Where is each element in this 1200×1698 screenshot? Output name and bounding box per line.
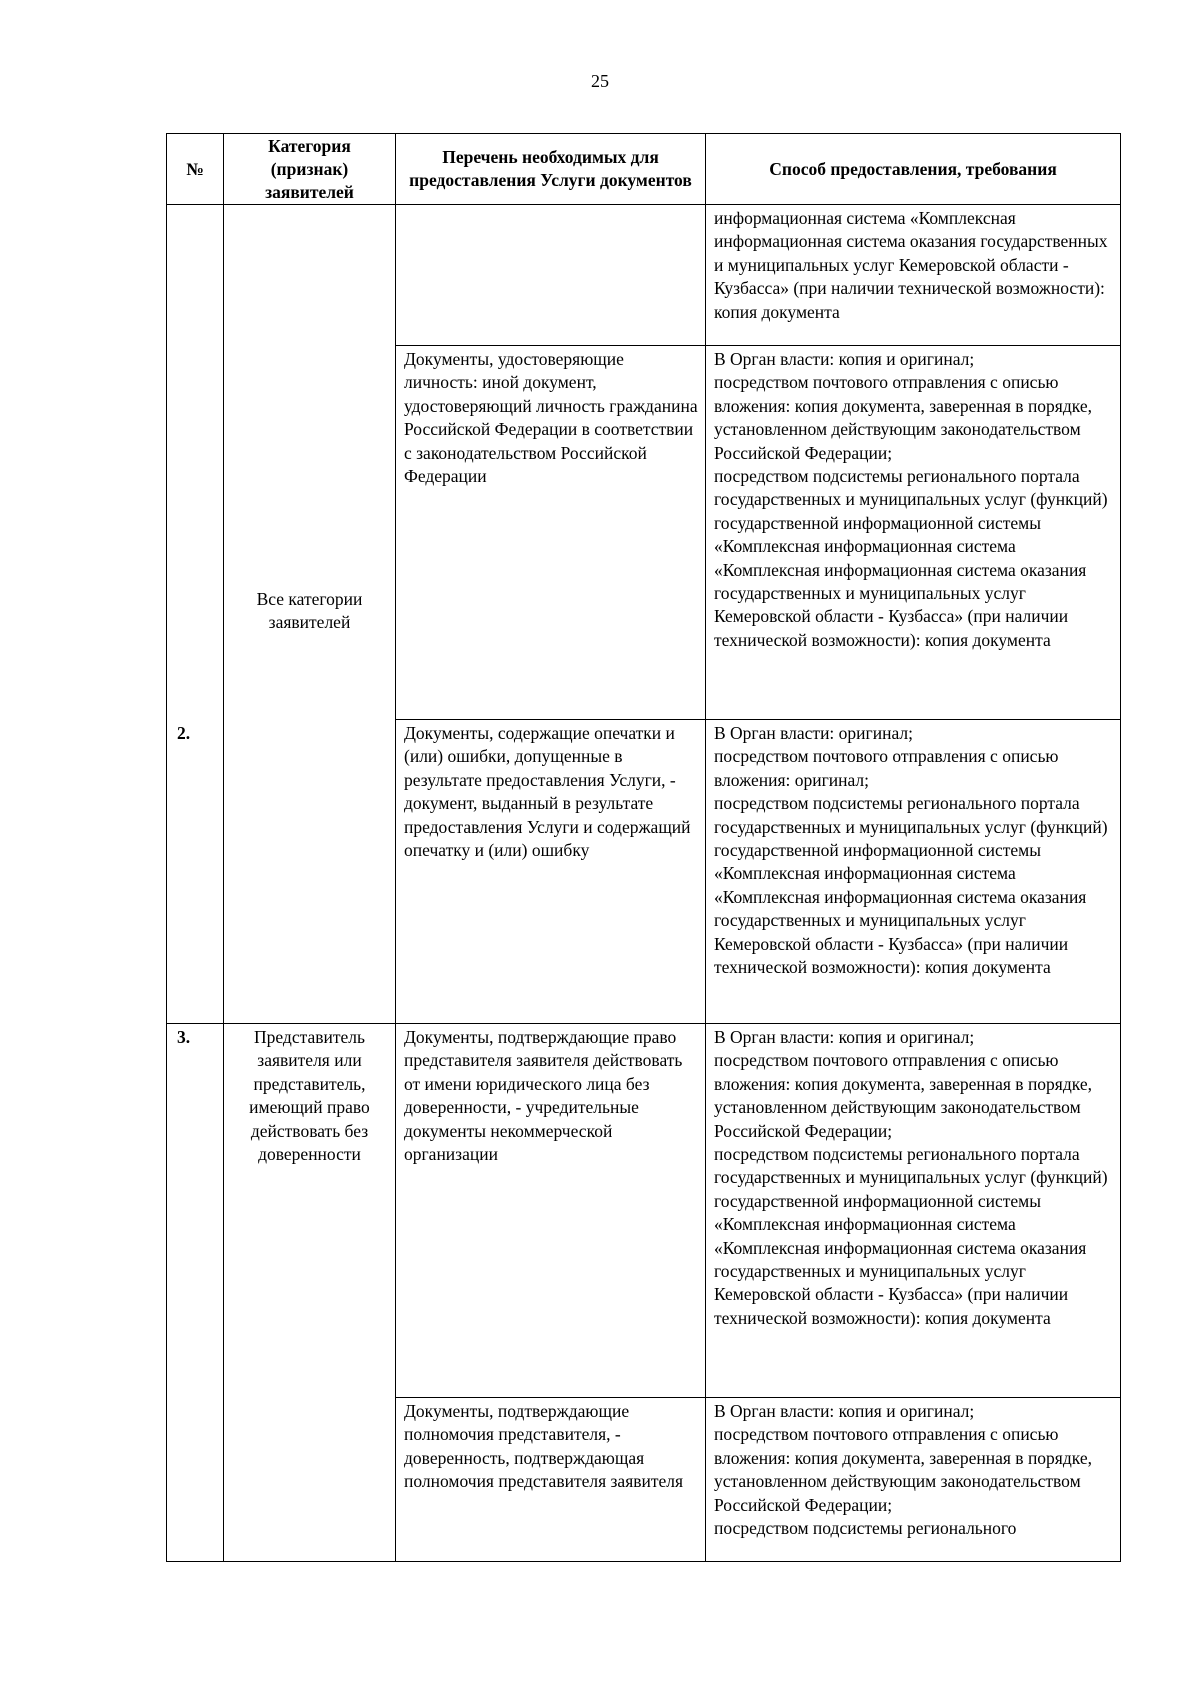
header-documents: Перечень необходимых для предоставления Услуги документов <box>396 134 706 205</box>
category-cell <box>224 1024 396 1398</box>
method-cell <box>706 720 1121 1024</box>
category-text: Все категории заявителей <box>256 588 363 632</box>
number-cell <box>167 720 224 1024</box>
method-cell <box>706 205 1121 346</box>
table-row <box>167 205 1121 346</box>
table-row <box>167 1024 1121 1398</box>
documents-cell <box>396 720 706 1024</box>
number-cell <box>167 1024 224 1398</box>
header-category: Категория (признак) заявителей <box>224 134 396 205</box>
category-cell <box>224 205 396 1024</box>
row-number: 3. <box>177 1027 191 1047</box>
documents-cell <box>396 205 706 346</box>
category-text: Представитель заявителя или представитель, имеющий право действовать без доверенности <box>249 1027 370 1165</box>
category-cell <box>224 1398 396 1562</box>
documents-text: Документы, подтверждающие полномочия представителя, - доверенность, подтверждающая полномочия представителя заявителя <box>404 1401 684 1492</box>
method-cell <box>706 1398 1121 1562</box>
documents-text: Документы, содержащие опечатки и (или) ошибки, допущенные в результате предоставления Услуги, - документ, выданный в результате предоставления Услуги и содержащий опечатку и (или) ошибку <box>404 723 691 861</box>
header-method: Способ предоставления, требования <box>706 134 1121 205</box>
row-number: 2. <box>177 722 191 743</box>
method-cell <box>706 346 1121 720</box>
method-text: В Орган власти: оригинал; посредством почтового отправления с описью вложения: оригинал; посредством подсистемы регионального портала государственных и муниципальных услуг (функций) государственной информационной системы «Комплексная информационная система «Комплексная информационная система оказания государственных и муниципальных услуг Кемеровской области - Кузбасса» (при наличии технической возможности): копия документа <box>714 723 1108 978</box>
method-text: В Орган власти: копия и оригинал; посредством почтового отправления с описью вложения: копия документа, заверенная в порядке, установленном действующим законодательством Российской Федерации; посредством подсистемы регионального портала государственных и муниципальных услуг (функций) государственной информационной системы «Комплексная информационная система «Комплексная информационная система оказания государственных и муниципальных услуг Кемеровской области - Кузбасса» (при наличии технической возможности): копия документа <box>714 349 1108 650</box>
method-text: информационная система «Комплексная информационная система оказания государственных и муниципальных услуг Кемеровской области - Кузбасса» (при наличии технической возможности): копия документа <box>714 208 1108 322</box>
number-cell <box>167 1398 224 1562</box>
documents-text: Документы, удостоверяющие личность: иной документ, удостоверяющий личность гражданина Российской Федерации в соответствии с законодательством Российской Федерации <box>404 349 698 487</box>
page-number: 25 <box>591 71 609 91</box>
table-header-row <box>167 134 1121 205</box>
table-row <box>167 1398 1121 1562</box>
number-cell <box>167 346 224 720</box>
method-cell <box>706 1024 1121 1398</box>
documents-cell <box>396 1398 706 1562</box>
method-text: В Орган власти: копия и оригинал; посредством почтового отправления с описью вложения: копия документа, заверенная в порядке, установленном действующим законодательством Российской Федерации; посредством подсистемы регионального <box>714 1401 1092 1539</box>
documents-cell <box>396 1024 706 1398</box>
method-text: В Орган власти: копия и оригинал; посредством почтового отправления с описью вложения: копия документа, заверенная в порядке, установленном действующим законодательством Российской Федерации; посредством подсистемы регионального портала государственных и муниципальных услуг (функций) государственной информационной системы «Комплексная информационная система «Комплексная информационная система оказания государственных и муниципальных услуг Кемеровской области - Кузбасса» (при наличии технической возможности): копия документа <box>714 1027 1108 1328</box>
documents-cell <box>396 346 706 720</box>
documents-text: Документы, подтверждающие право представителя заявителя действовать от имени юридического лица без доверенности, - учредительные документы некоммерческой организации <box>404 1027 683 1165</box>
number-cell <box>167 205 224 346</box>
header-number: № <box>167 134 224 205</box>
requirements-table <box>166 133 1121 1562</box>
